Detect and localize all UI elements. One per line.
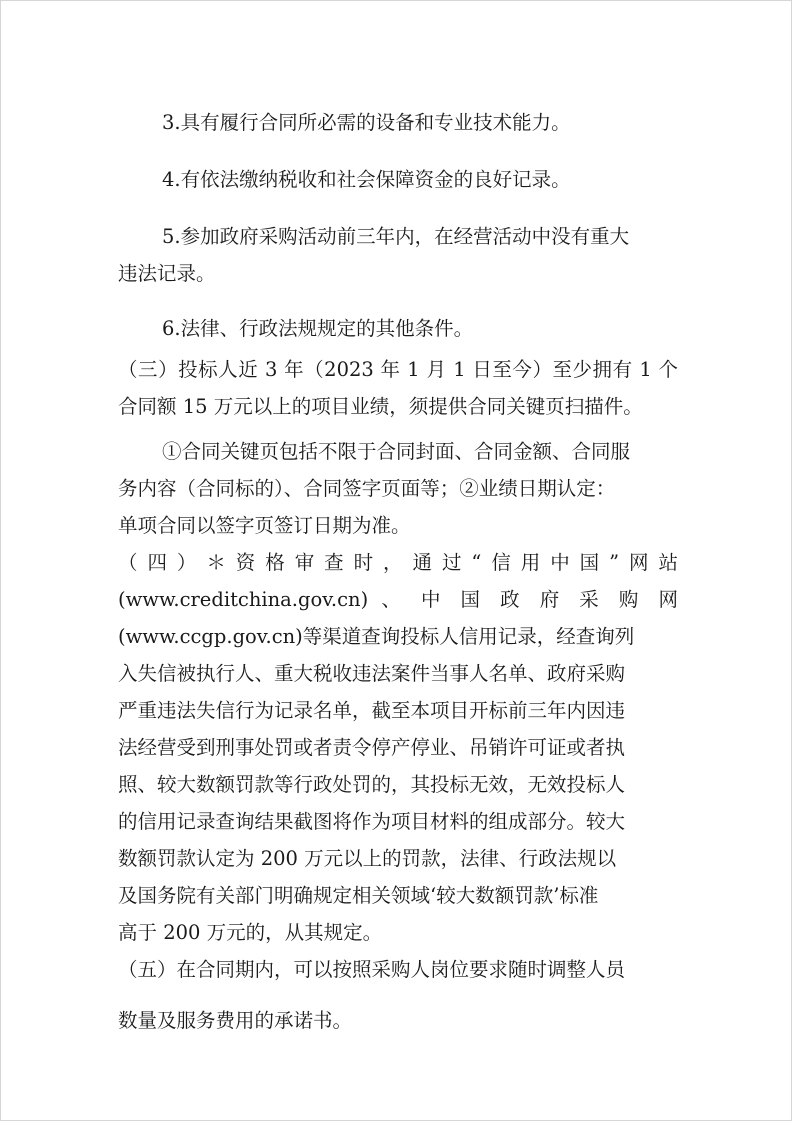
clause-3: 3.具有履行合同所必需的设备和专业技术能力。: [162, 111, 571, 134]
section-3: [118, 351, 678, 425]
section-5-line-2: 数量及服务费用的承诺书。: [118, 1009, 353, 1032]
clause-4: 4.有依法缴纳税收和社会保障资金的良好记录。: [162, 168, 571, 191]
section-4-line-4: 入失信被执行人、重大税收违法案件当事人名单、政府采购: [118, 662, 626, 685]
document-body: [118, 104, 678, 1039]
section-4-line-8: 的信用记录查询结果截图将作为项目材料的组成部分。较大: [118, 810, 626, 833]
section-4-line-3: (www.ccgp.gov.cn)等渠道查询投标人信用记录，经查询列: [118, 625, 635, 648]
section-4-line-5: 严重违法失信行为记录名单，截至本项目开标前三年内因违: [118, 699, 626, 722]
section-5: [118, 951, 678, 1039]
section-4: [118, 544, 678, 951]
section-4-line-9: 数额罚款认定为 200 万元以上的罚款，法律、行政法规以: [118, 847, 617, 870]
clause-5-line-2: 违法记录。: [118, 262, 216, 285]
clause-6: 6.法律、行政法规规定的其他条件。: [162, 317, 474, 340]
section-5-line-1: （五）在合同期内，可以按照采购人岗位要求随时调整人员: [118, 958, 626, 981]
clause-5-line-1: 5.参加政府采购活动前三年内，在经营活动中没有重大: [162, 225, 630, 248]
clause-5: [118, 218, 678, 292]
section-4-line-6: 法经营受到刑事处罚或者责令停产停业、吊销许可证或者执: [118, 736, 626, 759]
section-4-line-11: 高于 200 万元的，从其规定。: [118, 921, 383, 944]
section-3-note: [118, 433, 678, 544]
section-4-line-2: (www.creditchina.gov.cn) 、 中 国 政 府 采 购 网: [118, 588, 678, 611]
section-3-line-2: 合同额 15 万元以上的项目业绩，须提供合同关键页扫描件。: [118, 395, 643, 418]
section-3-note-line-3: 单项合同以签字页签订日期为准。: [118, 514, 411, 537]
section-3-note-line-1: ①合同关键页包括不限于合同封面、合同金额、合同服: [162, 440, 631, 463]
section-3-line-1: （三）投标人近 3 年（2023 年 1 月 1 日至今）至少拥有 1 个: [118, 358, 678, 381]
section-4-line-1: （四）＊资格审查时，通过“信用中国”网站: [118, 551, 678, 574]
section-4-line-10: 及国务院有关部门明确规定相关领域‘较大数额罚款’标准: [118, 884, 599, 907]
section-4-line-7: 照、较大数额罚款等行政处罚的，其投标无效，无效投标人: [118, 773, 626, 796]
section-3-note-line-2: 务内容（合同标的）、合同签字页面等；②业绩日期认定：: [118, 477, 616, 500]
